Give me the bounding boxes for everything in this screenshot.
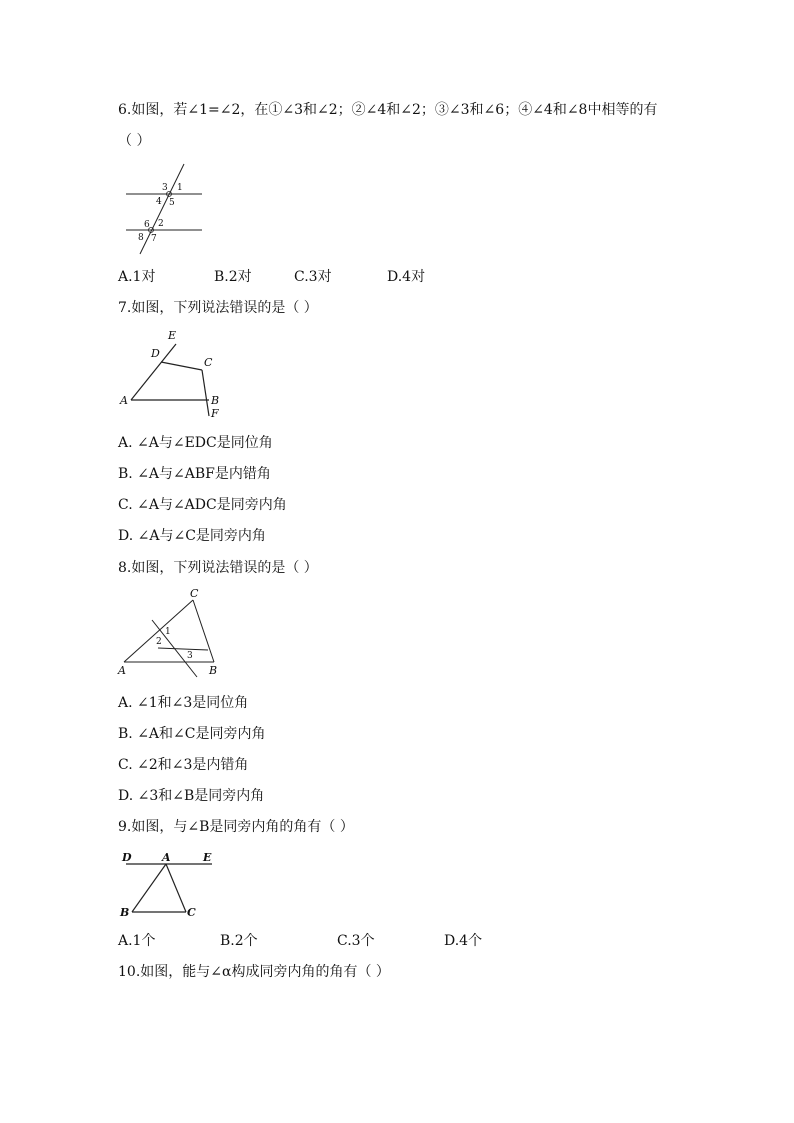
q9-label-e: E: [203, 851, 212, 864]
q6-option-a: A.1对: [118, 269, 156, 285]
question-8-stem: 8.如图，下列说法错误的是（ ）: [118, 560, 318, 576]
q9-option-c: C.3个: [337, 933, 375, 949]
q8-label-3: 3: [187, 651, 193, 661]
question-7-option-a: A. ∠A与∠EDC是同位角: [118, 435, 273, 451]
q6-label-2: 2: [158, 219, 164, 229]
question-8-option-a: A. ∠1和∠3是同位角: [118, 695, 249, 711]
question-7-stem: 7.如图，下列说法错误的是（ ）: [118, 300, 318, 316]
q7-label-b: B: [211, 394, 220, 407]
q9-side-ac: [166, 864, 186, 912]
question-6-figure: [118, 160, 208, 256]
q7-label-f: F: [211, 407, 219, 420]
question-7-option-c: C. ∠A与∠ADC是同旁内角: [118, 497, 287, 513]
q9-side-ab: [132, 864, 166, 912]
q6-label-1: 1: [177, 183, 183, 193]
q6-label-6: 6: [144, 220, 150, 230]
question-7-option-b: B. ∠A与∠ABF是内错角: [118, 466, 271, 482]
q9-label-a: A: [162, 851, 171, 864]
q6-label-5: 5: [169, 198, 175, 208]
q8-label-2: 2: [156, 637, 162, 647]
q7-label-e: E: [168, 329, 177, 342]
q9-label-b: B: [120, 906, 130, 919]
q8-side-cb: [193, 600, 214, 662]
question-7-figure: [118, 326, 228, 422]
q6-transversal: [140, 164, 184, 254]
q6-option-c: C.3对: [294, 269, 332, 285]
q8-label-b: B: [209, 664, 218, 677]
question-8-option-c: C. ∠2和∠3是内错角: [118, 757, 249, 773]
q9-option-b: B.2个: [220, 933, 258, 949]
q8-side-ac: [124, 600, 193, 662]
q7-label-c: C: [204, 356, 213, 369]
q8-label-1: 1: [165, 627, 171, 637]
q6-option-b: B.2对: [214, 269, 252, 285]
q9-option-d: D.4个: [444, 933, 483, 949]
q7-label-a: A: [120, 394, 128, 407]
question-6-stem: 6.如图，若∠1=∠2，在①∠3和∠2；②∠4和∠2；③∠3和∠6；④∠4和∠8中相等的有: [118, 102, 658, 118]
q6-label-3: 3: [162, 183, 168, 193]
question-8-figure: [118, 588, 228, 680]
question-6-paren: （ ）: [118, 133, 151, 149]
question-9-stem: 9.如图，与∠B是同旁内角的角有（ ）: [118, 819, 354, 835]
q7-label-d: D: [151, 347, 160, 360]
q7-side-dc: [161, 362, 202, 370]
q8-label-a: A: [118, 664, 126, 677]
q9-option-a: A.1个: [118, 933, 156, 949]
q6-label-4: 4: [156, 197, 162, 207]
question-7-option-d: D. ∠A与∠C是同旁内角: [118, 528, 266, 544]
q8-transversal-2: [158, 648, 208, 650]
question-9-figure: [118, 848, 228, 924]
q6-label-8: 8: [138, 233, 144, 243]
question-8-option-d: D. ∠3和∠B是同旁内角: [118, 788, 265, 804]
q7-line-cf: [202, 370, 209, 416]
question-10-stem: 10.如图，能与∠α构成同旁内角的角有（ ）: [118, 964, 390, 980]
question-8-option-b: B. ∠A和∠C是同旁内角: [118, 726, 266, 742]
q9-label-c: C: [187, 906, 196, 919]
q6-label-7: 7: [151, 234, 157, 244]
q9-label-d: D: [122, 851, 132, 864]
q6-option-d: D.4对: [387, 269, 426, 285]
q8-label-c: C: [190, 587, 199, 600]
